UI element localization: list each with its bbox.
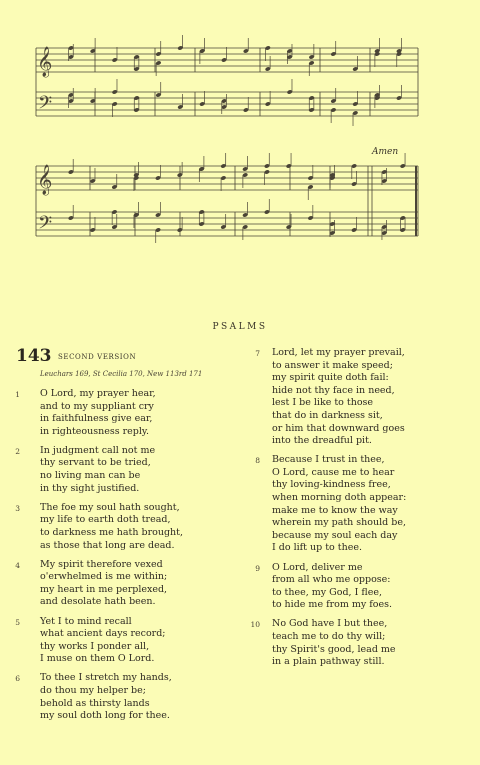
verse-line: because my soul each day [272, 529, 398, 541]
verse-line: in thy sight justified. [40, 482, 140, 494]
treble-clef-2: 𝄞 [37, 165, 53, 195]
verse-line: in righteousness reply. [40, 425, 150, 437]
verse-number: 2 [15, 446, 20, 456]
verse-line: thy Spirit's good, lead me [272, 643, 396, 655]
verse-line: I do lift up to thee. [272, 542, 362, 554]
verse-number: 6 [15, 674, 20, 684]
verse-line: my spirit quite doth fail: [272, 372, 389, 384]
verse-line: my heart in me perplexed, [40, 583, 168, 595]
verse-number: 3 [15, 503, 20, 513]
tunes-line: Leuchars 169, St Cecilia 170, New 113rd 171 [40, 370, 203, 378]
verse-line: to answer it make speed; [272, 359, 393, 371]
verse-line: no living man can be [40, 470, 141, 482]
verse-line: Lord, let my prayer prevail, [272, 347, 405, 358]
verse-line: No God have I but thee, [272, 618, 388, 630]
verse-line: in faithfulness give ear, [40, 413, 153, 425]
verse-line: O Lord, my prayer hear, [40, 388, 156, 399]
verse-line: Because I trust in thee, [272, 454, 385, 466]
bass-clef-2: 𝄢 [38, 213, 53, 238]
verse-line: teach me to do thy will; [272, 630, 386, 642]
stanza [240, 454, 406, 555]
stanza [0, 445, 183, 495]
verse-line: and to my suppliant cry [40, 400, 154, 412]
verse-line: or him that downward goes [272, 422, 405, 434]
music-score [0, 0, 480, 260]
verse-line: my life to earth doth tread, [40, 514, 171, 526]
verse-line: as those that long are dead. [40, 539, 175, 551]
stanza [0, 672, 183, 722]
stanza [240, 562, 406, 612]
verse-number: 7 [255, 349, 260, 358]
verse-number: 8 [255, 456, 260, 466]
verse-line: do thou my helper be; [40, 684, 146, 696]
verse-line: my soul doth long for thee. [40, 710, 170, 722]
bass-clef: 𝄢 [38, 93, 53, 118]
verse-line: In judgment call not me [40, 444, 156, 456]
verse-line: thy servant to be tried, [40, 457, 151, 469]
right-column [240, 347, 406, 675]
verse-number: 5 [15, 617, 20, 627]
stanza [0, 502, 183, 552]
treble-clef: 𝄞 [37, 47, 53, 77]
verse-line: O Lord, cause me to hear [272, 466, 395, 478]
stanza [240, 347, 406, 448]
verse-line: To thee I stretch my hands, [40, 672, 172, 684]
verse-line: I muse on them O Lord. [40, 653, 155, 665]
verse-line: and desolate hath been. [40, 596, 156, 608]
verse-line: My spirit therefore vexed [40, 558, 163, 570]
verse-line: to thee, my God, I flee, [272, 586, 382, 598]
stanza [0, 616, 183, 666]
verse-line: when morning doth appear: [272, 492, 407, 504]
verse-line: behold as thirsty lands [40, 697, 150, 709]
verse-line: into the dreadful pit. [272, 435, 372, 447]
hymn-number: 143 [16, 346, 52, 366]
verse-number: 9 [255, 563, 260, 573]
verse-line: thy works I ponder all, [40, 640, 150, 652]
verse-line: lest I be like to those [272, 397, 374, 409]
stanza [240, 618, 406, 668]
section-heading: PSALMS [212, 322, 268, 332]
verse-number: 4 [15, 560, 20, 570]
verse-line: wherein my path should be, [272, 517, 407, 529]
verse-line: hide not thy face in need, [272, 384, 395, 396]
verse-line: thy loving-kindness free, [272, 479, 391, 491]
verse-line: from all who me oppose: [272, 574, 391, 586]
verse-number: 1 [15, 390, 20, 399]
verse-line: The foe my soul hath sought, [40, 501, 180, 513]
verse-line: o'erwhelmed is me within; [40, 571, 168, 583]
verse-line: to darkness me hath brought, [40, 526, 183, 538]
verse-line: what ancient days record; [40, 628, 166, 640]
verse-line: to hide me from my foes. [272, 599, 393, 611]
verse-line: make me to know the way [272, 504, 398, 516]
verse-line: Yet I to mind recall [40, 615, 132, 627]
stanza [0, 559, 183, 609]
amen-label: Amen [372, 147, 399, 157]
version-label: SECOND VERSION [58, 353, 137, 361]
verse-line: in a plain pathway still. [272, 656, 385, 668]
left-column [0, 388, 183, 729]
verse-number: 10 [250, 620, 260, 630]
stanza [0, 388, 183, 438]
verse-line: O Lord, deliver me [272, 561, 363, 573]
verse-line: that do in darkness sit, [272, 409, 383, 421]
